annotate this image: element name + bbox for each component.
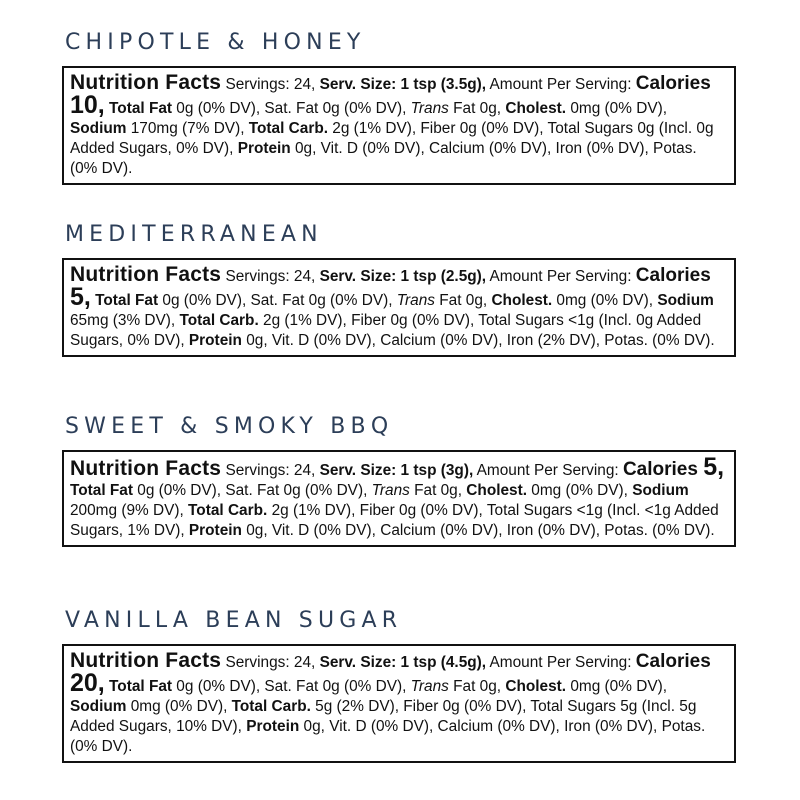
product-heading: SWEET & SMOKY BBQ <box>65 414 394 439</box>
nutrition-facts-title: Nutrition Facts <box>70 263 222 286</box>
calories-value: 5, <box>703 453 725 481</box>
nutrition-facts-panel <box>62 644 736 763</box>
nutrition-facts-panel <box>62 450 736 547</box>
servings-text: Servings: 24, <box>221 654 320 671</box>
sodium-value: 65mg (3% DV), <box>70 312 180 329</box>
product-section-sweet-smoky-bbq <box>62 412 736 547</box>
total-carb-value: 5g (2% DV), Fiber 0g (0% DV), Total Sugars 5g (Incl. 5g Added Sugars, 10% DV), <box>70 698 697 735</box>
protein-value: 0g, Vit. D (0% DV), Calcium (0% DV), Iron (0% DV), Potas. (0% DV). <box>70 140 697 177</box>
amount-per-serving: Amount Per Serving: <box>486 654 636 671</box>
total-fat-label: Total Fat <box>70 482 133 499</box>
calories-label: Calories <box>635 73 711 94</box>
total-fat-value: 0g (0% DV), Sat. Fat 0g (0% DV), <box>132 482 372 499</box>
servings-text: Servings: 24, <box>221 462 320 479</box>
calories-value: 10, <box>70 91 105 119</box>
trans-fat-value: Fat 0g, <box>434 292 492 309</box>
serving-size-label: Serv. Size: 1 tsp (3.5g), <box>319 76 487 93</box>
protein-label: Protein <box>188 522 242 539</box>
product-section-vanilla-bean-sugar <box>62 606 736 763</box>
total-carb-value: 2g (1% DV), Fiber 0g (0% DV), Total Sugars 0g (Incl. 0g Added Sugars, 0% DV), <box>70 120 714 157</box>
total-carb-value: 2g (1% DV), Fiber 0g (0% DV), Total Sugars <1g (Incl. <1g Added Sugars, 1% DV), <box>70 502 719 539</box>
nutrition-facts-title: Nutrition Facts <box>70 71 222 94</box>
cholesterol-value: 0mg (0% DV), <box>566 100 667 117</box>
total-fat-label: Total Fat <box>104 100 173 117</box>
sodium-label: Sodium <box>632 482 689 499</box>
trans-fat-value: Fat 0g, <box>448 100 506 117</box>
sodium-label: Sodium <box>657 292 714 309</box>
protein-label: Protein <box>246 718 300 735</box>
calories-label: Calories <box>635 651 711 672</box>
cholesterol-label: Cholest. <box>466 482 528 499</box>
product-heading: VANILLA BEAN SUGAR <box>65 608 403 633</box>
nutrition-facts-panel <box>62 66 736 185</box>
cholesterol-value: 0mg (0% DV), <box>552 292 658 309</box>
calories-label: Calories <box>622 459 704 480</box>
servings-text: Servings: 24, <box>221 76 320 93</box>
amount-per-serving: Amount Per Serving: <box>486 76 636 93</box>
total-fat-value: 0g (0% DV), Sat. Fat 0g (0% DV), <box>172 678 411 695</box>
nutrition-facts-title: Nutrition Facts <box>70 457 222 480</box>
protein-value: 0g, Vit. D (0% DV), Calcium (0% DV), Iron (2% DV), Potas. (0% DV). <box>241 332 715 349</box>
serving-size-label: Serv. Size: 1 tsp (4.5g), <box>319 654 487 671</box>
cholesterol-label: Cholest. <box>505 100 567 117</box>
nutrition-facts-panel <box>62 258 736 357</box>
trans-fat-value: Fat 0g, <box>448 678 506 695</box>
calories-value: 20, <box>70 669 105 697</box>
cholesterol-value: 0mg (0% DV), <box>527 482 633 499</box>
total-carb-label: Total Carb. <box>248 120 329 137</box>
trans-label: Trans <box>410 100 449 117</box>
total-carb-value: 2g (1% DV), Fiber 0g (0% DV), Total Sugars <1g (Incl. 0g Added Sugars, 0% DV), <box>70 312 702 349</box>
total-fat-label: Total Fat <box>90 292 159 309</box>
cholesterol-label: Cholest. <box>505 678 567 695</box>
trans-label: Trans <box>410 678 449 695</box>
serving-size-label: Serv. Size: 1 tsp (3g), <box>319 462 474 479</box>
protein-label: Protein <box>188 332 242 349</box>
product-heading: MEDITERRANEAN <box>65 222 323 247</box>
total-carb-label: Total Carb. <box>179 312 259 329</box>
amount-per-serving: Amount Per Serving: <box>486 268 636 285</box>
amount-per-serving: Amount Per Serving: <box>473 462 623 479</box>
sodium-value: 0mg (0% DV), <box>126 698 232 715</box>
calories-label: Calories <box>635 265 711 286</box>
protein-label: Protein <box>237 140 291 157</box>
sodium-label: Sodium <box>70 698 127 715</box>
trans-fat-value: Fat 0g, <box>409 482 467 499</box>
total-fat-value: 0g (0% DV), Sat. Fat 0g (0% DV), <box>172 100 411 117</box>
trans-label: Trans <box>396 292 435 309</box>
product-section-chipotle-honey <box>62 28 736 185</box>
protein-value: 0g, Vit. D (0% DV), Calcium (0% DV), Iron (0% DV), Potas. (0% DV). <box>241 522 715 539</box>
trans-label: Trans <box>371 482 410 499</box>
serving-size-label: Serv. Size: 1 tsp (2.5g), <box>319 268 487 285</box>
sodium-label: Sodium <box>70 120 127 137</box>
total-carb-label: Total Carb. <box>188 502 268 519</box>
total-fat-value: 0g (0% DV), Sat. Fat 0g (0% DV), <box>158 292 397 309</box>
total-fat-label: Total Fat <box>104 678 173 695</box>
sodium-value: 170mg (7% DV), <box>126 120 249 137</box>
product-section-mediterranean <box>62 220 736 357</box>
cholesterol-value: 0mg (0% DV), <box>566 678 667 695</box>
total-carb-label: Total Carb. <box>231 698 311 715</box>
servings-text: Servings: 24, <box>221 268 320 285</box>
nutrition-facts-title: Nutrition Facts <box>70 649 222 672</box>
calories-value: 5, <box>70 283 91 311</box>
sodium-value: 200mg (9% DV), <box>70 502 189 519</box>
protein-value: 0g, Vit. D (0% DV), Calcium (0% DV), Iron (0% DV), Potas. (0% DV). <box>70 718 706 755</box>
cholesterol-label: Cholest. <box>491 292 553 309</box>
product-heading: CHIPOTLE & HONEY <box>65 30 366 55</box>
